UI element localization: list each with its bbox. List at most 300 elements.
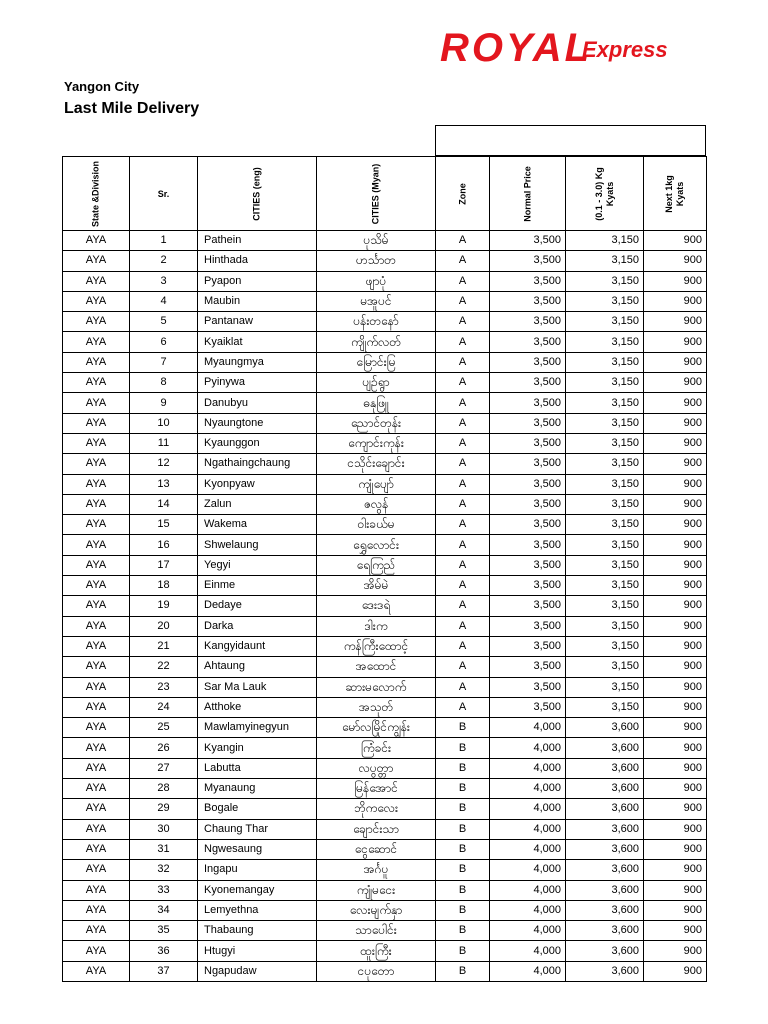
cell-city-eng: Kyonpyaw [198,474,317,494]
cell-city-myan: ကြံခင်း [317,738,436,758]
cell-city-myan: ဇလွန် [317,494,436,514]
cell-zone: A [436,393,490,413]
cell-zone: A [436,454,490,474]
cell-city-eng: Maubin [198,291,317,311]
cell-sr: 10 [130,413,198,433]
cell-normal-price: 4,000 [490,819,566,839]
table-row [63,454,707,474]
cell-city-myan: ငပုတော [317,961,436,981]
cell-sr: 31 [130,839,198,859]
cell-weight-price: 3,600 [566,880,644,900]
col-header-next-kg [644,157,707,231]
cell-normal-price: 3,500 [490,494,566,514]
cell-state: AYA [63,941,130,961]
cell-city-myan: အသုတ် [317,697,436,717]
cell-city-eng: Shwelaung [198,535,317,555]
cell-city-eng: Myaungmya [198,352,317,372]
cell-next-kg: 900 [644,941,707,961]
cell-normal-price: 3,500 [490,271,566,291]
cell-zone: A [436,312,490,332]
table-header-row [63,157,707,231]
cell-weight-price: 3,150 [566,271,644,291]
cell-zone: A [436,515,490,535]
cell-city-eng: Ingapu [198,860,317,880]
cell-city-eng: Kyaiklat [198,332,317,352]
cell-normal-price: 4,000 [490,941,566,961]
cell-next-kg: 900 [644,961,707,981]
cell-zone: B [436,779,490,799]
cell-next-kg: 900 [644,779,707,799]
cell-sr: 5 [130,312,198,332]
table-row [63,738,707,758]
cell-next-kg: 900 [644,616,707,636]
header-empty-box [435,125,706,156]
cell-weight-price: 3,600 [566,779,644,799]
cell-state: AYA [63,474,130,494]
cell-city-eng: Labutta [198,758,317,778]
table-row [63,494,707,514]
cell-sr: 34 [130,900,198,920]
cell-normal-price: 4,000 [490,961,566,981]
cell-state: AYA [63,332,130,352]
cell-state: AYA [63,880,130,900]
header-line: Next 1kg [664,174,674,213]
cell-weight-price: 3,150 [566,251,644,271]
cell-state: AYA [63,576,130,596]
cell-city-myan: သာပေါင်း [317,921,436,941]
cell-sr: 21 [130,636,198,656]
cell-sr: 24 [130,697,198,717]
cell-weight-price: 3,150 [566,454,644,474]
cell-zone: B [436,758,490,778]
cell-city-eng: Kyaunggon [198,433,317,453]
table-row [63,576,707,596]
cell-weight-price: 3,150 [566,576,644,596]
cell-city-eng: Hinthada [198,251,317,271]
cell-state: AYA [63,494,130,514]
cell-city-myan: ကျောင်းကုန်း [317,433,436,453]
cell-zone: B [436,839,490,859]
cell-weight-price: 3,150 [566,555,644,575]
cell-sr: 7 [130,352,198,372]
cell-city-myan: လေးမျက်နှာ [317,900,436,920]
table-row [63,860,707,880]
cell-zone: A [436,352,490,372]
cell-city-myan: ဒေးဒရဲ [317,596,436,616]
cell-state: AYA [63,718,130,738]
cell-city-eng: Pyinywa [198,373,317,393]
cell-next-kg: 900 [644,312,707,332]
table-row [63,799,707,819]
cell-zone: B [436,860,490,880]
cell-city-myan: ဟင်္သာတ [317,251,436,271]
cell-city-eng: Darka [198,616,317,636]
cell-city-myan: မအူပင် [317,291,436,311]
cell-weight-price: 3,150 [566,291,644,311]
cell-city-eng: Wakema [198,515,317,535]
cell-state: AYA [63,291,130,311]
table-row [63,636,707,656]
cell-city-eng: Pantanaw [198,312,317,332]
cell-sr: 6 [130,332,198,352]
table-row [63,291,707,311]
cell-state: AYA [63,677,130,697]
col-header-zone: Zone [436,157,490,231]
cell-city-eng: Mawlamyinegyun [198,718,317,738]
cell-city-myan: ချောင်းသာ [317,819,436,839]
cell-city-eng: Ngapudaw [198,961,317,981]
cell-city-myan: ညောင်တုန်း [317,413,436,433]
cell-next-kg: 900 [644,555,707,575]
logo-sub-text: Express [582,37,668,62]
cell-weight-price: 3,150 [566,433,644,453]
cell-state: AYA [63,758,130,778]
cell-state: AYA [63,961,130,981]
table-row [63,677,707,697]
cell-sr: 20 [130,616,198,636]
cell-city-eng: Ahtaung [198,657,317,677]
col-header-weight-range [566,157,644,231]
cell-weight-price: 3,600 [566,819,644,839]
cell-weight-price: 3,150 [566,393,644,413]
table-row [63,433,707,453]
cell-city-eng: Thabaung [198,921,317,941]
cell-zone: A [436,494,490,514]
cell-normal-price: 3,500 [490,413,566,433]
cell-city-myan: မြောင်းမြ [317,352,436,372]
cell-city-myan: ငသိုင်းချောင်း [317,454,436,474]
cell-normal-price: 3,500 [490,636,566,656]
table-row [63,373,707,393]
cell-weight-price: 3,600 [566,921,644,941]
cell-state: AYA [63,839,130,859]
cell-next-kg: 900 [644,697,707,717]
cell-next-kg: 900 [644,738,707,758]
table-row [63,271,707,291]
cell-city-myan: ဆားမလောက် [317,677,436,697]
cell-next-kg: 900 [644,291,707,311]
cell-state: AYA [63,636,130,656]
cell-weight-price: 3,150 [566,535,644,555]
cell-state: AYA [63,393,130,413]
table-row [63,231,707,251]
cell-zone: A [436,231,490,251]
cell-zone: A [436,332,490,352]
cell-normal-price: 3,500 [490,433,566,453]
cell-sr: 2 [130,251,198,271]
cell-zone: A [436,291,490,311]
delivery-rate-table [62,156,707,982]
table-row [63,393,707,413]
cell-city-myan: ပန်းတနော် [317,312,436,332]
cell-sr: 18 [130,576,198,596]
cell-weight-price: 3,150 [566,332,644,352]
cell-weight-price: 3,150 [566,474,644,494]
cell-city-myan: အထောင် [317,657,436,677]
cell-normal-price: 3,500 [490,251,566,271]
cell-next-kg: 900 [644,860,707,880]
cell-next-kg: 900 [644,799,707,819]
cell-next-kg: 900 [644,433,707,453]
cell-state: AYA [63,413,130,433]
royal-express-logo [440,26,692,70]
cell-city-myan: ဖျာပုံ [317,271,436,291]
cell-next-kg: 900 [644,718,707,738]
cell-city-eng: Nyaungtone [198,413,317,433]
table-row [63,657,707,677]
cell-sr: 4 [130,291,198,311]
cell-state: AYA [63,535,130,555]
cell-state: AYA [63,271,130,291]
cell-normal-price: 3,500 [490,332,566,352]
cell-city-eng: Ngathaingchaung [198,454,317,474]
cell-weight-price: 3,150 [566,697,644,717]
cell-state: AYA [63,697,130,717]
cell-city-myan: ဝါးခယ်မ [317,515,436,535]
col-header-cities-myan: CITIES (Myan) [317,157,436,231]
cell-zone: B [436,900,490,920]
cell-state: AYA [63,738,130,758]
cell-zone: B [436,718,490,738]
cell-weight-price: 3,150 [566,373,644,393]
cell-zone: A [436,271,490,291]
cell-zone: A [436,697,490,717]
cell-city-eng: Pathein [198,231,317,251]
cell-weight-price: 3,150 [566,494,644,514]
table-row [63,312,707,332]
cell-next-kg: 900 [644,454,707,474]
cell-normal-price: 4,000 [490,758,566,778]
cell-next-kg: 900 [644,352,707,372]
cell-city-myan: ကျုံပျော် [317,474,436,494]
col-header-cities-eng: CITIES (eng) [198,157,317,231]
cell-next-kg: 900 [644,900,707,920]
cell-city-myan: ဓနုဖြူ [317,393,436,413]
cell-zone: B [436,880,490,900]
cell-next-kg: 900 [644,251,707,271]
cell-next-kg: 900 [644,677,707,697]
cell-city-eng: Danubyu [198,393,317,413]
table-row [63,413,707,433]
table-row [63,961,707,981]
cell-normal-price: 3,500 [490,616,566,636]
cell-city-eng: Dedaye [198,596,317,616]
cell-weight-price: 3,150 [566,413,644,433]
cell-city-eng: Ngwesaung [198,839,317,859]
cell-city-myan: ရေကြည် [317,555,436,575]
table-row [63,941,707,961]
cell-next-kg: 900 [644,393,707,413]
cell-weight-price: 3,150 [566,677,644,697]
city-label: Yangon City [64,79,140,94]
cell-city-myan: ပုသိမ် [317,231,436,251]
cell-city-eng: Bogale [198,799,317,819]
cell-sr: 36 [130,941,198,961]
table-row [63,596,707,616]
cell-next-kg: 900 [644,413,707,433]
table-row [63,697,707,717]
cell-normal-price: 4,000 [490,900,566,920]
cell-sr: 8 [130,373,198,393]
cell-sr: 13 [130,474,198,494]
cell-normal-price: 3,500 [490,291,566,311]
cell-state: AYA [63,312,130,332]
cell-city-myan: ဒါးက [317,616,436,636]
cell-normal-price: 3,500 [490,515,566,535]
cell-sr: 19 [130,596,198,616]
cell-zone: B [436,921,490,941]
cell-city-eng: Einme [198,576,317,596]
cell-zone: A [436,413,490,433]
cell-city-myan: ကျုံမငေး [317,880,436,900]
cell-city-myan: ရွှေလောင်း [317,535,436,555]
cell-next-kg: 900 [644,515,707,535]
cell-city-myan: ထူးကြီး [317,941,436,961]
cell-normal-price: 3,500 [490,657,566,677]
cell-state: AYA [63,251,130,271]
cell-city-eng: Kyonemangay [198,880,317,900]
cell-city-myan: ပျဉ်ရွာ [317,373,436,393]
cell-next-kg: 900 [644,373,707,393]
cell-sr: 1 [130,231,198,251]
cell-weight-price: 3,600 [566,860,644,880]
cell-zone: A [436,474,490,494]
cell-zone: A [436,657,490,677]
cell-city-eng: Yegyi [198,555,317,575]
cell-sr: 35 [130,921,198,941]
cell-normal-price: 4,000 [490,921,566,941]
cell-normal-price: 4,000 [490,779,566,799]
cell-state: AYA [63,454,130,474]
cell-weight-price: 3,150 [566,636,644,656]
cell-sr: 28 [130,779,198,799]
cell-city-eng: Myanaung [198,779,317,799]
cell-next-kg: 900 [644,231,707,251]
cell-normal-price: 3,500 [490,352,566,372]
cell-city-eng: Sar Ma Lauk [198,677,317,697]
cell-city-eng: Atthoke [198,697,317,717]
cell-state: AYA [63,616,130,636]
cell-zone: B [436,941,490,961]
cell-state: AYA [63,921,130,941]
cell-sr: 12 [130,454,198,474]
cell-weight-price: 3,150 [566,352,644,372]
cell-next-kg: 900 [644,636,707,656]
cell-city-myan: အင်္ဂပူ [317,860,436,880]
cell-next-kg: 900 [644,921,707,941]
cell-weight-price: 3,600 [566,941,644,961]
cell-city-myan: ကန်ကြီးထောင့် [317,636,436,656]
cell-sr: 15 [130,515,198,535]
cell-state: AYA [63,799,130,819]
cell-state: AYA [63,819,130,839]
cell-sr: 32 [130,860,198,880]
cell-state: AYA [63,555,130,575]
table-row [63,251,707,271]
cell-next-kg: 900 [644,819,707,839]
cell-sr: 23 [130,677,198,697]
header-line: Kyats [675,181,685,206]
cell-city-myan: ကျိုက်လတ် [317,332,436,352]
cell-weight-price: 3,600 [566,738,644,758]
cell-next-kg: 900 [644,839,707,859]
table-row [63,535,707,555]
col-header-sr: Sr. [130,157,198,231]
cell-zone: A [436,251,490,271]
cell-sr: 11 [130,433,198,453]
cell-normal-price: 3,500 [490,596,566,616]
cell-next-kg: 900 [644,880,707,900]
cell-state: AYA [63,596,130,616]
cell-sr: 17 [130,555,198,575]
cell-zone: A [436,535,490,555]
cell-sr: 22 [130,657,198,677]
cell-city-eng: Kyangin [198,738,317,758]
cell-normal-price: 4,000 [490,718,566,738]
table-row [63,921,707,941]
cell-sr: 30 [130,819,198,839]
cell-weight-price: 3,150 [566,657,644,677]
cell-city-eng: Chaung Thar [198,819,317,839]
table-row [63,880,707,900]
cell-next-kg: 900 [644,535,707,555]
cell-zone: A [436,596,490,616]
cell-next-kg: 900 [644,474,707,494]
cell-normal-price: 3,500 [490,697,566,717]
cell-weight-price: 3,150 [566,616,644,636]
table-row [63,819,707,839]
cell-normal-price: 4,000 [490,860,566,880]
cell-normal-price: 4,000 [490,738,566,758]
cell-zone: A [436,373,490,393]
cell-next-kg: 900 [644,596,707,616]
cell-normal-price: 3,500 [490,576,566,596]
cell-zone: A [436,576,490,596]
cell-sr: 9 [130,393,198,413]
table-row [63,900,707,920]
cell-next-kg: 900 [644,576,707,596]
table-row [63,515,707,535]
cell-zone: B [436,961,490,981]
cell-normal-price: 3,500 [490,555,566,575]
table-row [63,616,707,636]
cell-zone: A [436,636,490,656]
cell-sr: 14 [130,494,198,514]
cell-normal-price: 3,500 [490,454,566,474]
cell-zone: B [436,819,490,839]
cell-state: AYA [63,433,130,453]
cell-city-eng: Zalun [198,494,317,514]
cell-next-kg: 900 [644,332,707,352]
table-row [63,352,707,372]
cell-state: AYA [63,515,130,535]
cell-state: AYA [63,373,130,393]
cell-city-myan: ငွေဆောင် [317,839,436,859]
cell-sr: 33 [130,880,198,900]
table-row [63,474,707,494]
cell-state: AYA [63,779,130,799]
cell-state: AYA [63,860,130,880]
table-row [63,779,707,799]
cell-normal-price: 3,500 [490,474,566,494]
cell-state: AYA [63,231,130,251]
cell-city-eng: Kangyidaunt [198,636,317,656]
cell-city-myan: ဘိုကလေး [317,799,436,819]
cell-state: AYA [63,900,130,920]
cell-weight-price: 3,150 [566,596,644,616]
cell-zone: A [436,616,490,636]
cell-weight-price: 3,150 [566,231,644,251]
